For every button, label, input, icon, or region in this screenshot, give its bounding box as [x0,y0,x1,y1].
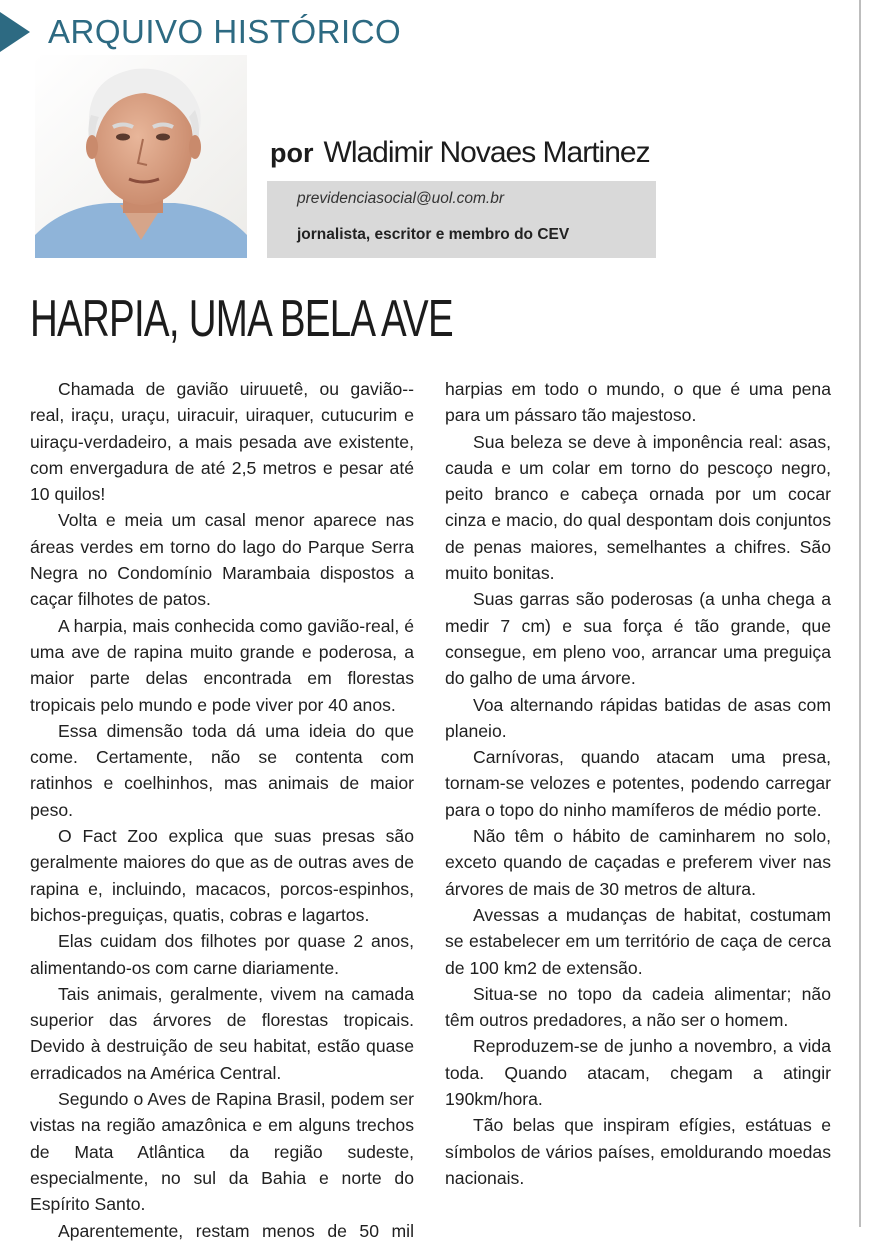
author-byline [270,133,650,173]
paragraph: Situa-se no topo da cadeia alimentar; não têm outros predadores, a não ser o homem. [445,983,831,1031]
paragraph: Suas garras são poderosas (a unha chega a medir 7 cm) e sua força é tão grande, que consegue, em pleno voo, arrancar uma preguiça do galho de uma árvore. [445,589,831,689]
paragraph: Aparentemente, restam menos de 50 mil [58,1220,414,1241]
paragraph: Essa dimensão toda dá uma ideia do que come. Certamente, não se contenta com ratinhos e coelhinhos, mas animais de maior peso. [30,720,414,820]
section-triangle-icon [0,12,30,52]
paragraph: Reproduzem-se de junho a novembro, a vida toda. Quando atacam, chegam a atingir 190km/hora. [445,1036,831,1110]
paragraph: Voa alternando rápidas batidas de asas com planeio. [445,694,831,741]
author-role: jornalista, escritor e membro do CEV [297,226,570,243]
paragraph: Tão belas que inspiram efígies, estátuas e símbolos de vários países, emoldurando moedas nacionais. [445,1115,831,1188]
paragraph: Segundo o Aves de Rapina Brasil, podem ser vistas na região amazônica e em alguns trechos de Mata Atlântica da região sudeste, especialmente, no sul da Bahia e norte do Espírito Santo. [30,1089,414,1215]
article-left-column [30,376,414,1244]
paragraph: Carnívoras, quando atacam uma presa, tornam-se velozes e potentes, podendo carregar para o topo do ninho mamíferos de médio porte. [445,747,831,820]
paragraph: Tais animais, geralmente, vivem na camada superior das árvores de florestas tropicais. Devido à destruição de seu habitat, estão quase erradicados na América Central. [30,983,414,1083]
article-right-column [445,376,831,1191]
paragraph: A harpia, mais conhecida como gavião-real, é uma ave de rapina muito grande e poderosa, a maior parte delas encontrada em florestas tropicais pelo mundo e pode viver por 40 anos. [30,615,414,715]
paragraph: Volta e meia um casal menor aparece nas áreas verdes em torno do lago do Parque Serra Negra no Condomínio Marambaia dispostos a caçar filhotes de patos. [30,510,414,610]
paragraph: O Fact Zoo explica que suas presas são geralmente maiores do que as de outras aves de rapina e, incluindo, macacos, porcos-espinhos, bichos-preguiças, quatis, cobras e lagartos. [30,826,414,925]
paragraph: Avessas a mudanças de habitat, costumam se estabelecer em um território de caça de cerca de 100 km2 de extensão. [445,904,831,978]
paragraph: Sua beleza se deve à imponência real: asas, cauda e um colar em torno do pescoço negro, peito branco e cabeça ornada por um cocar cinza e macio, do qual despontam dois conjuntos de penas maiores, semelhantes a chifres. São muito bonitas. [445,431,831,584]
author-email[interactable]: previdenciasocial@uol.com.br [297,190,504,207]
paragraph-continuation: harpias em todo o mundo, o que é uma pena para um pássaro tão majestoso. [445,379,831,426]
paragraph: Elas cuidam dos filhotes por quase 2 anos, alimentando-os com carne diariamente. [30,931,414,978]
section-title: ARQUIVO HISTÓRICO [48,13,402,50]
paragraph: Chamada de gavião uiruuetê, ou gavião--real, iraçu, uraçu, uiracuir, uiraquer, cutucurim e uiraçu-verdadeiro, a mais pesada ave existente, com envergadura de até 2,5 metros e pesar até 10 quilos! [30,379,414,505]
byline-prefix: por [270,138,314,168]
article-headline: HARPIA, UMA BELA AVE [30,290,453,348]
paragraph: Não têm o hábito de caminharem no solo, exceto quando de caçadas e preferem viver nas árvores de mais de 30 metros de altura. [445,826,831,899]
author-photo [35,55,247,258]
author-name: Wladimir Novaes Martinez [323,136,650,169]
author-info-box [267,181,656,258]
page-right-rule [859,0,861,1227]
